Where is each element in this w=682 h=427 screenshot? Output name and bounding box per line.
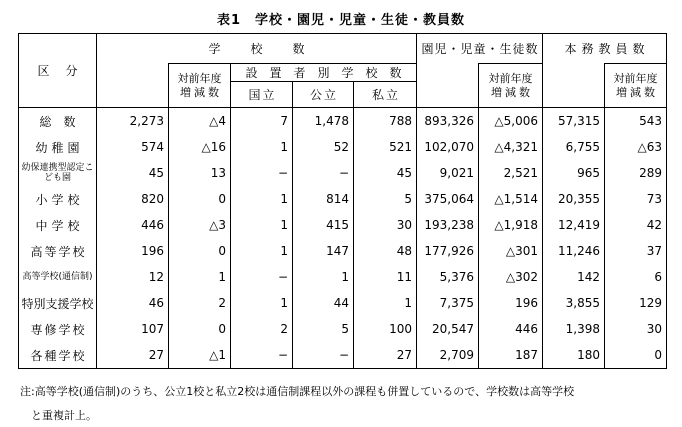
table-row bbox=[19, 238, 667, 264]
cell-public: 1 bbox=[293, 264, 354, 290]
cell-schools-total: 45 bbox=[97, 160, 169, 186]
cell-public: 147 bbox=[293, 238, 354, 264]
row-label: 幼保連携型認定こども園 bbox=[21, 163, 94, 183]
header-students-yoy bbox=[479, 64, 543, 108]
cell-teachers-yoy: 6 bbox=[605, 264, 667, 290]
cell-schools-yoy: △16 bbox=[169, 134, 231, 160]
cell-teachers-yoy: 129 bbox=[605, 290, 667, 316]
cell-schools-total: 196 bbox=[97, 238, 169, 264]
footnote-line-1: 注:高等学校(通信制)のうち、公立1校と私立2校は通信制課程以外の課程も併置しているので、学校数は高等学校 bbox=[20, 385, 575, 398]
cell-national: − bbox=[231, 342, 293, 369]
cell-public: 44 bbox=[293, 290, 354, 316]
row-label: 小学校 bbox=[35, 192, 84, 207]
cell-teachers-total: 11,246 bbox=[543, 238, 605, 264]
cell-students-total: 375,064 bbox=[417, 186, 479, 212]
cell-schools-yoy: △1 bbox=[169, 342, 231, 369]
cell-teachers-total: 180 bbox=[543, 342, 605, 369]
table-row bbox=[19, 108, 667, 135]
cell-public: 415 bbox=[293, 212, 354, 238]
cell-teachers-total: 3,855 bbox=[543, 290, 605, 316]
table-row bbox=[19, 264, 667, 290]
row-label: 高等学校(通信制) bbox=[22, 272, 93, 282]
cell-private: 27 bbox=[354, 342, 417, 369]
header-schools-yoy bbox=[169, 64, 231, 108]
cell-public: 814 bbox=[293, 186, 354, 212]
cell-public: 5 bbox=[293, 316, 354, 342]
cell-students-yoy: △1,514 bbox=[479, 186, 543, 212]
cell-schools-total: 27 bbox=[97, 342, 169, 369]
row-label: 幼稚園 bbox=[35, 140, 84, 155]
cell-private: 5 bbox=[354, 186, 417, 212]
cell-students-yoy: 446 bbox=[479, 316, 543, 342]
cell-schools-yoy: △3 bbox=[169, 212, 231, 238]
header-teachers-total-blank bbox=[543, 64, 605, 108]
cell-teachers-total: 1,398 bbox=[543, 316, 605, 342]
cell-students-total: 102,070 bbox=[417, 134, 479, 160]
cell-schools-total: 46 bbox=[97, 290, 169, 316]
cell-schools-yoy: 0 bbox=[169, 238, 231, 264]
header-teachers-group: 本務教員数 bbox=[543, 34, 667, 64]
yoy-line1: 対前年度 bbox=[177, 71, 222, 85]
header-row-sub bbox=[19, 64, 667, 82]
yoy-line1: 対前年度 bbox=[488, 71, 533, 85]
footnote-line-2: と重複計上。 bbox=[31, 409, 97, 422]
table-row bbox=[19, 342, 667, 369]
header-students-group: 園児・児童・生徒数 bbox=[417, 34, 543, 64]
cell-teachers-total: 57,315 bbox=[543, 108, 605, 135]
cell-public: − bbox=[293, 160, 354, 186]
cell-private: 1 bbox=[354, 290, 417, 316]
cell-teachers-total: 20,355 bbox=[543, 186, 605, 212]
cell-national: − bbox=[231, 264, 293, 290]
cell-students-total: 893,326 bbox=[417, 108, 479, 135]
cell-schools-total: 574 bbox=[97, 134, 169, 160]
cell-schools-total: 446 bbox=[97, 212, 169, 238]
table-row bbox=[19, 160, 667, 186]
cell-schools-yoy: △4 bbox=[169, 108, 231, 135]
cell-teachers-yoy: 42 bbox=[605, 212, 667, 238]
row-label: 専修学校 bbox=[30, 322, 87, 337]
yoy-line2: 増減数 bbox=[491, 85, 533, 99]
header-national: 国立 bbox=[231, 82, 293, 108]
table-row bbox=[19, 212, 667, 238]
yoy-line1: 対前年度 bbox=[613, 71, 658, 85]
header-students-total-blank bbox=[417, 64, 479, 108]
cell-public: 52 bbox=[293, 134, 354, 160]
cell-private: 100 bbox=[354, 316, 417, 342]
header-public: 公立 bbox=[293, 82, 354, 108]
cell-teachers-yoy: 73 bbox=[605, 186, 667, 212]
cell-teachers-total: 142 bbox=[543, 264, 605, 290]
table-row bbox=[19, 290, 667, 316]
cell-private: 45 bbox=[354, 160, 417, 186]
cell-private: 521 bbox=[354, 134, 417, 160]
row-label: 特別支援学校 bbox=[21, 296, 94, 311]
cell-national: 1 bbox=[231, 238, 293, 264]
cell-students-total: 7,375 bbox=[417, 290, 479, 316]
cell-schools-yoy: 1 bbox=[169, 264, 231, 290]
cell-students-total: 9,021 bbox=[417, 160, 479, 186]
cell-students-total: 177,926 bbox=[417, 238, 479, 264]
cell-students-yoy: △302 bbox=[479, 264, 543, 290]
header-schools-group: 学校数 bbox=[97, 34, 417, 64]
table-title: 表1 学校・園児・児童・生徒・教員数 bbox=[216, 13, 466, 28]
cell-national: 1 bbox=[231, 134, 293, 160]
cell-students-yoy: 196 bbox=[479, 290, 543, 316]
data-table bbox=[18, 33, 667, 369]
cell-teachers-total: 6,755 bbox=[543, 134, 605, 160]
cell-teachers-total: 965 bbox=[543, 160, 605, 186]
cell-teachers-yoy: 0 bbox=[605, 342, 667, 369]
cell-schools-yoy: 13 bbox=[169, 160, 231, 186]
header-category: 区分 bbox=[37, 64, 94, 78]
row-label: 高等学校 bbox=[30, 244, 87, 259]
cell-teachers-yoy: 289 bbox=[605, 160, 667, 186]
header-schools-total-blank bbox=[97, 64, 169, 108]
cell-teachers-yoy: 37 bbox=[605, 238, 667, 264]
cell-private: 11 bbox=[354, 264, 417, 290]
cell-private: 30 bbox=[354, 212, 417, 238]
cell-public: 1,478 bbox=[293, 108, 354, 135]
cell-schools-total: 107 bbox=[97, 316, 169, 342]
cell-students-yoy: △301 bbox=[479, 238, 543, 264]
cell-private: 48 bbox=[354, 238, 417, 264]
table-row bbox=[19, 134, 667, 160]
row-label: 各種学校 bbox=[30, 348, 87, 363]
cell-private: 788 bbox=[354, 108, 417, 135]
row-label: 中学校 bbox=[35, 218, 84, 233]
header-by-founder: 設置者別学校数 bbox=[231, 64, 417, 82]
cell-students-total: 2,709 bbox=[417, 342, 479, 369]
cell-students-total: 20,547 bbox=[417, 316, 479, 342]
cell-students-yoy: △4,321 bbox=[479, 134, 543, 160]
cell-national: 1 bbox=[231, 212, 293, 238]
yoy-line2: 増減数 bbox=[616, 85, 658, 99]
cell-students-total: 5,376 bbox=[417, 264, 479, 290]
yoy-line2: 増減数 bbox=[180, 85, 222, 99]
cell-national: 1 bbox=[231, 186, 293, 212]
cell-national: 2 bbox=[231, 316, 293, 342]
cell-schools-yoy: 0 bbox=[169, 316, 231, 342]
header-teachers-yoy bbox=[605, 64, 667, 108]
cell-students-total: 193,238 bbox=[417, 212, 479, 238]
cell-students-yoy: 2,521 bbox=[479, 160, 543, 186]
cell-schools-yoy: 0 bbox=[169, 186, 231, 212]
cell-national: − bbox=[231, 160, 293, 186]
table-row bbox=[19, 316, 667, 342]
cell-national: 7 bbox=[231, 108, 293, 135]
cell-schools-yoy: 2 bbox=[169, 290, 231, 316]
cell-students-yoy: 187 bbox=[479, 342, 543, 369]
cell-public: − bbox=[293, 342, 354, 369]
cell-students-yoy: △5,006 bbox=[479, 108, 543, 135]
header-private: 私立 bbox=[354, 82, 417, 108]
cell-students-yoy: △1,918 bbox=[479, 212, 543, 238]
row-label: 総数 bbox=[19, 108, 97, 135]
table-row bbox=[19, 186, 667, 212]
cell-teachers-yoy: 543 bbox=[605, 108, 667, 135]
cell-schools-total: 2,273 bbox=[97, 108, 169, 135]
cell-teachers-yoy: 30 bbox=[605, 316, 667, 342]
cell-schools-total: 12 bbox=[97, 264, 169, 290]
header-row-groups bbox=[19, 34, 667, 64]
cell-schools-total: 820 bbox=[97, 186, 169, 212]
cell-teachers-yoy: △63 bbox=[605, 134, 667, 160]
cell-national: 1 bbox=[231, 290, 293, 316]
cell-teachers-total: 12,419 bbox=[543, 212, 605, 238]
